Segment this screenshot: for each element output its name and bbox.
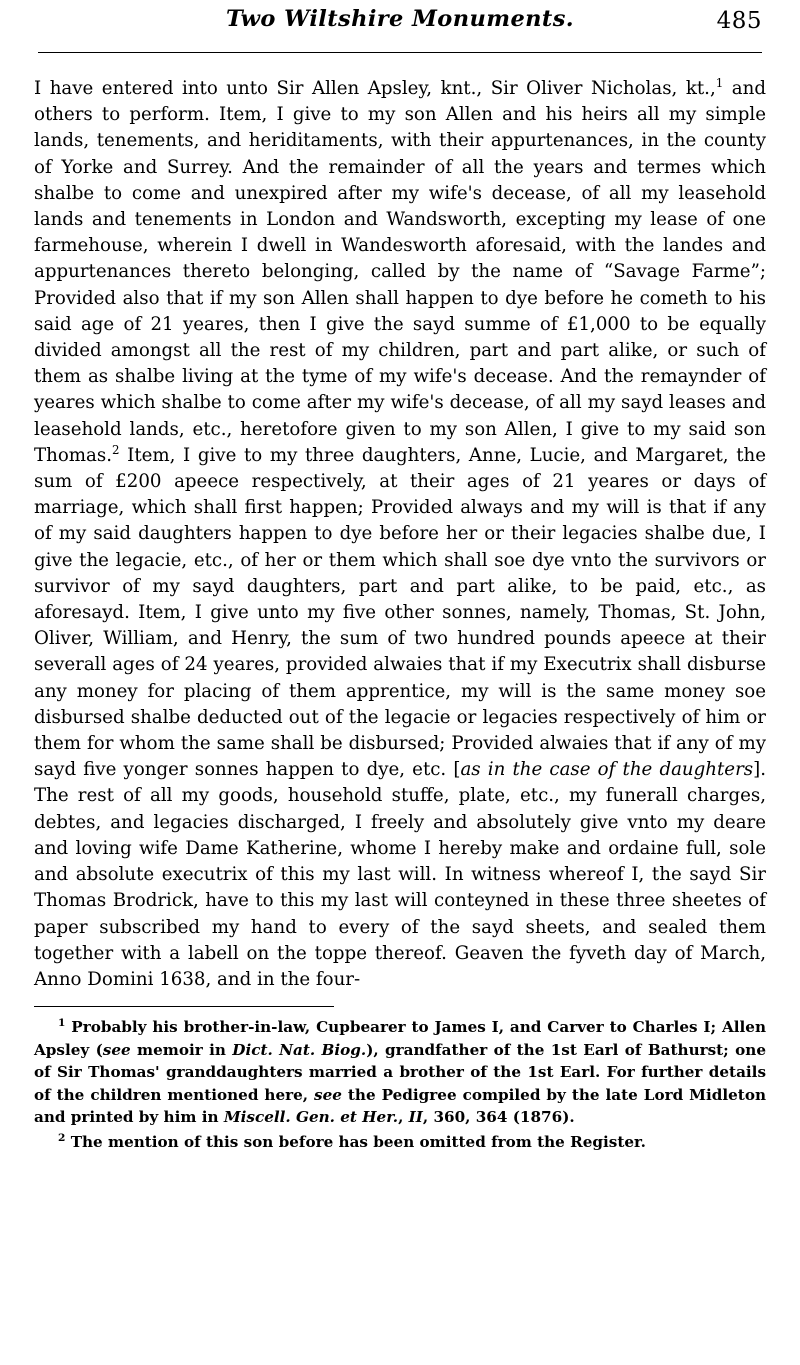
- paragraph-segment-4: ]. The rest of all my goods, household stuffe, plate, etc., my funerall charges, debtes, and legacies discharged, I freely and absolutely give vnto my deare and loving wife Dame Katherine, whome I hereby make and ordaine full, sole and absolute executrix of this my last will. In witness whereof I, the sayd Sir Thomas Brodrick, have to this my last will conteyned in these three sheetes of paper subscribed my hand to every of the sayd sheets, and sealed them together with a labell on the toppe thereof. Geaven the fyveth day of March, Anno Domini 1638, and in the four-: [34, 759, 766, 990]
- paragraph-segment-2: and others to perform. Item, I give to my son Allen and his heirs all my simple lands, tenements, and heriditaments, with their appurtenances, in the county of Yorke and Surrey. And the remainder of all the years and termes which shalbe to come and unexpired after my wife's decease, of all my leasehold lands and tenements in London and Wandsworth, excepting my lease of one farmehouse, wherein I dwell in Wandesworth aforesaid, with the landes and appurtenances thereto belonging, called by the name of “Savage Farme”; Provided also that if my son Allen shall happen to dye before he cometh to his said age of 21 yeares, then I give the sayd summe of £1,000 to be equally divided amongst all the rest of my children, part and part alike, or such of them as shalbe living at the tyme of my wife's decease. And the remaynder of yeares which shalbe to come after my wife's decease, of all my sayd leases and leasehold lands, etc., heretofore given to my son Allen, I give to my said son Thomas.: [34, 78, 766, 466]
- footnote-1-text-d: the Pedigree compiled by the late Lord Midleton and printed by him in: [34, 1085, 766, 1127]
- footnote-1-italic-c: see: [314, 1085, 342, 1104]
- page-header: [34, 0, 766, 54]
- running-title: Two Wiltshire Monuments.: [225, 6, 575, 32]
- footnote-2-marker: 2: [58, 1131, 66, 1145]
- footnote-1-text-a: Probably his brother-in-law, Cupbearer to James I, and Carver to Charles I; Allen Apsley (: [34, 1018, 766, 1059]
- body-text: [34, 76, 766, 993]
- footnote-1-text-b: memoir in: [130, 1040, 233, 1059]
- footnote-1-text-e: ,: [398, 1108, 409, 1127]
- paragraph-segment-3: Item, I give to my three daughters, Anne, Lucie, and Margaret, the sum of £200 apeece respectively, at their ages of 21 yeares or days of marriage, which shall first happen; Provided always and my will is that if any of my said daughters happen to dye before her or their legacies shalbe due, I give the legacie, etc., of her or them which shall soe dye vnto the survivors or survivor of my sayd daughters, part and part alike, to be paid, etc., as aforesayd. Item, I give unto my five other sonnes, namely, Thomas, St. John, Oliver, William, and Henry, the sum of two hundred pounds apeece at their severall ages of 24 yeares, provided alwaies that if my Executrix shall disburse any money for placing of them apprentice, my will is the same money soe disbursed shalbe deducted out of the legacie or legacies respectively of him or them for whom the same shall be disbursed; Provided alwaies that if any of my sayd five yonger sonnes happen to dye, etc. [: [34, 444, 766, 781]
- footnote-1-text-f: , 360, 364 (1876).: [422, 1108, 575, 1127]
- footnote-1-marker: 1: [58, 1016, 66, 1030]
- header-rule: [38, 52, 762, 53]
- footnote-1: [34, 1016, 766, 1129]
- footnote-reference-1[interactable]: 1: [715, 75, 724, 90]
- paragraph-italic-phrase: as in the case of the daughters: [460, 759, 754, 781]
- footnote-1-italic-a: see: [102, 1040, 131, 1059]
- footnotes-section: [34, 1016, 766, 1154]
- footnote-rule: [34, 1006, 334, 1007]
- footnote-1-italic-e: II: [408, 1108, 423, 1127]
- paragraph-segment-1: I have entered into unto Sir Allen Apsley, knt., Sir Oliver Nicholas, kt.,: [34, 78, 716, 99]
- footnote-1-italic-b: Dict. Nat. Biog.: [232, 1040, 367, 1059]
- will-paragraph: [34, 76, 766, 993]
- footnote-reference-2[interactable]: 2: [112, 442, 120, 457]
- footnote-1-italic-d: Miscell. Gen. et Her.: [223, 1108, 399, 1127]
- footnote-2-text: The mention of this son before has been omitted from the Register.: [70, 1133, 646, 1152]
- footnote-2: [34, 1131, 766, 1154]
- page-number: 485: [716, 8, 762, 34]
- footnote-1-text-c: ), grandfather of the 1st Earl of Bathurst; one of Sir Thomas' granddaughters married a brother of the 1st Earl. For further details of the children mentioned here,: [34, 1040, 766, 1104]
